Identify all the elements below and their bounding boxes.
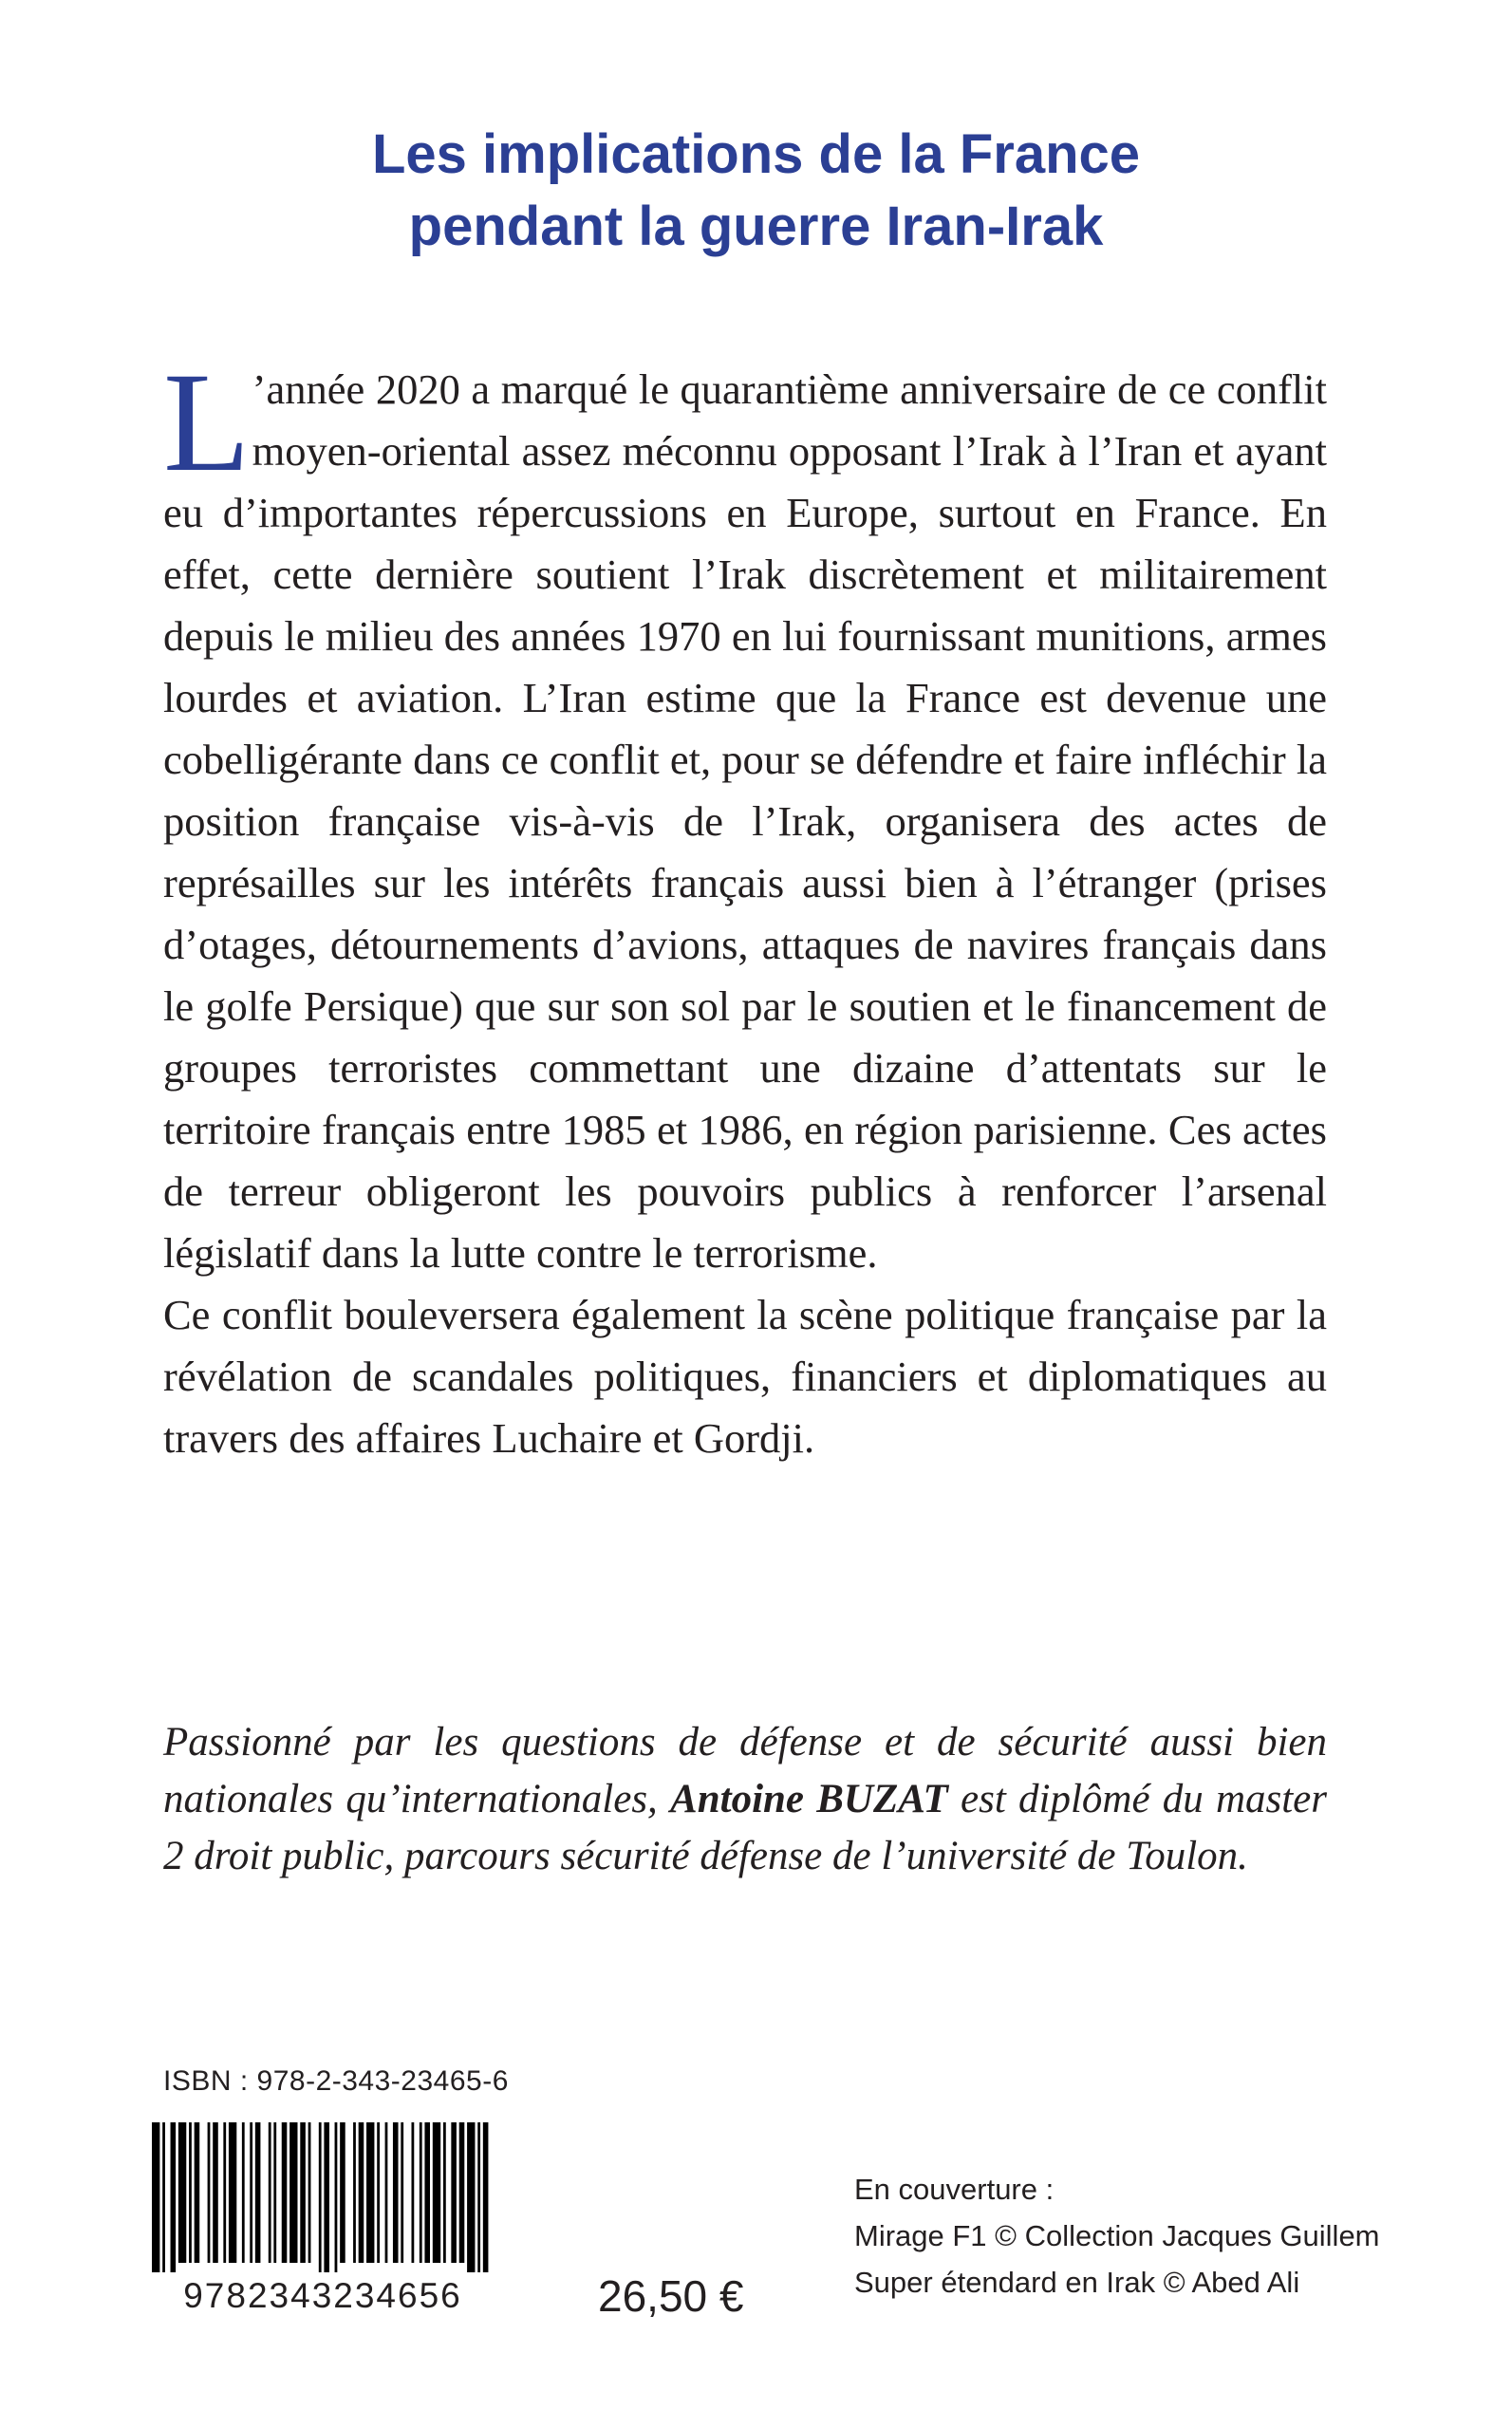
barcode-bar [324,2122,329,2272]
book-title [0,119,1512,263]
barcode-bar [162,2122,165,2272]
author-bio [163,1714,1327,1885]
barcode-bar [308,2122,311,2263]
barcode-bar [377,2122,380,2263]
cover-credits [854,2166,1380,2306]
barcode-bar [340,2122,345,2263]
cover-credit-line-2: Super étendard en Irak © Abed Ali [854,2266,1300,2299]
barcode-bar [255,2122,261,2263]
barcode-bar [467,2122,475,2272]
barcode-bar [443,2122,446,2263]
barcode-bar [289,2122,297,2263]
barcode-bar [477,2122,480,2272]
book-summary [163,344,1327,1469]
barcode-bar [178,2122,186,2263]
barcode-number: 9782343234656 [183,2276,462,2315]
barcode-bar [213,2122,218,2263]
barcode-bar [420,2122,422,2263]
barcode-bar [223,2122,226,2263]
barcode-bar [229,2122,236,2263]
author-bio-intro: Passionné par les questions de défense et de sécurité aussi bien nationales qu’internationales, [163,1720,1327,1821]
barcode-bar [300,2122,306,2263]
barcode-bar [282,2122,288,2263]
barcode-bar [393,2122,399,2263]
book-title-line-1: Les implications de la France [371,123,1141,185]
barcode-bar [195,2122,200,2263]
barcode-bar [459,2122,465,2263]
cover-credit-line-1: Mirage F1 © Collection Jacques Guillem [854,2219,1380,2252]
cover-credits-heading: En couverture : [854,2173,1055,2206]
barcode-image [152,2122,494,2272]
barcode-bar [451,2122,457,2263]
barcode-bar [353,2122,356,2263]
barcode-bar [269,2122,271,2263]
barcode-bar [411,2122,414,2263]
barcode-bar [242,2122,245,2263]
barcode-bar [385,2122,388,2263]
book-title-line-2: pendant la guerre Iran-Irak [408,196,1104,257]
summary-paragraph-2: Ce conflit bouleversera également la scène politique française par la révélation de scandales politiques, financiers et diplomatiques au travers des affaires Luchaire et Gordji. [163,1291,1327,1462]
author-bio-outro: est diplômé du master 2 droit public, parcours sécurité défense de l’université de Toulon. [163,1777,1327,1878]
summary-paragraph-1 [163,344,1327,1284]
barcode-bar [366,2122,374,2263]
barcode-bar [424,2122,430,2263]
barcode-bar [335,2122,338,2272]
barcode-bar [319,2122,322,2272]
barcode-bar [433,2122,440,2263]
barcode-bar [483,2122,489,2272]
barcode-bar [401,2122,403,2263]
barcode-bar [208,2122,211,2263]
barcode-bar [273,2122,276,2263]
price-label: 26,50 € [598,2271,744,2321]
barcode-bar [359,2122,364,2263]
barcode-bar [250,2122,252,2263]
barcode-bar [152,2122,159,2272]
drop-cap-letter: L [163,344,251,501]
isbn-label: ISBN : 978-2-343-23465-6 [163,2065,509,2097]
author-name: Antoine BUZAT [670,1777,948,1821]
summary-paragraph-1-text: ’année 2020 a marqué le quarantième anniversaire de ce conflit moyen-oriental assez méconnu opposant l’Irak à l’Iran et ayant eu d’importantes répercussions en Europe, surtout en France. En effet, cette dernière soutient l’Irak discrètement et militairement depuis le milieu des années 1970 en lui fournissant munitions, armes lourdes et aviation. L’Iran estime que la France est devenue une cobelligérante dans ce conflit et, pour se défendre et faire infléchir la position française vis-à-vis de l’Irak, organisera des actes de représailles sur les intérêts français aussi bien à l’étranger (prises d’otages, détournements d’avions, attaques de navires français dans le golfe Persique) que sur son sol par le soutien et le financement de groupes terroristes commettant une dizaine d’attentats sur le territoire français entre 1985 et 1986, en région parisienne. Ces actes de terreur obligeront les pouvoirs publics à renforcer l’arsenal législatif dans la lutte contre le terrorisme. [163,365,1327,1277]
barcode-bar [189,2122,192,2263]
barcode-bar [171,2122,177,2272]
